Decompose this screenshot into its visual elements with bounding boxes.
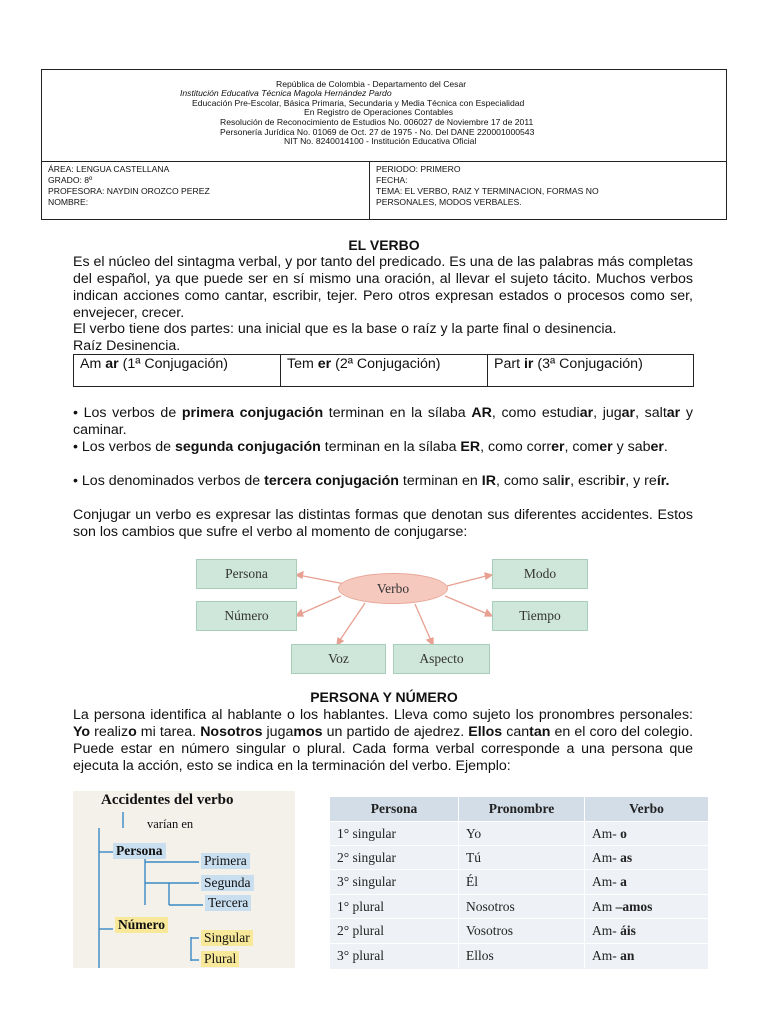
- tema-label-cont: PERSONALES, MODOS VERBALES.: [376, 197, 522, 207]
- conjugation-cell: Part ir (3ª Conjugación): [494, 356, 643, 372]
- raiz-desinencia: Raíz Desinencia.: [73, 338, 181, 354]
- tree-persona: Persona: [113, 843, 166, 859]
- periodo-label: PERIODO: PRIMERO: [376, 164, 461, 174]
- verbo-node: Verbo: [338, 573, 448, 604]
- persona-cell: 2° singular: [337, 850, 397, 865]
- tiempo-node: Tiempo: [492, 601, 588, 631]
- grado-label: GRADO: 8º: [48, 175, 93, 185]
- bullet-primera: • Los verbos de primera conjugación terminan en la sílaba AR, como estudiar, jugar, saltar y caminar.: [73, 405, 693, 438]
- tree-numero: Número: [115, 917, 168, 933]
- persona-cell: 1° plural: [337, 899, 385, 914]
- conjugation-cell: Tem er (2ª Conjugación): [281, 355, 488, 386]
- bullet-tercera: • Los denominados verbos de tercera conjugación terminan en IR, como salir, escribir, y reír.: [73, 473, 670, 489]
- header-line: Resolución de Reconocimiento de Estudios No. 006027 de Noviembre 17 de 2011: [220, 117, 534, 127]
- conjugation-table: [73, 354, 694, 387]
- institution-info: [42, 70, 726, 162]
- header-pronombre: Pronombre: [458, 797, 584, 821]
- persona-paragraph: La persona identifica al hablante o los hablantes. Lleva como sujeto los pronombres personales: Yo realizo mi tarea. Nosotros jugamos un partido de ajedrez. Ellos cantan en el coro del colegio. Puede estar en número singular o plural. Cada forma verbal corresponde a una persona que ejecuta la acción, esto se indica en la terminación del verbo. Ejemplo:: [73, 707, 694, 774]
- pronombre-cell: Vosotros: [458, 919, 584, 943]
- nombre-label: NOMBRE:: [48, 197, 89, 207]
- header-line: NIT No. 8240014100 - Institución Educativa Oficial: [284, 136, 477, 146]
- tree-segunda: Segunda: [201, 875, 254, 891]
- header-line: República de Colombia - Departamento del Cesar: [276, 79, 467, 89]
- area-label: ÁREA: LENGUA CASTELLANA: [48, 164, 170, 174]
- verbo-intro: Es el núcleo del sintagma verbal, y por tanto del predicado. Es una de las palabras más completas del español, ya que puede ser en sí mismo una oración, al llevar el sujeto tácito. Muchos verbos indican acciones como cantar, escribir, tejer. Pero otros expresan estados o procesos como ser, envejecer, crecer.: [73, 254, 693, 321]
- pronombre-cell: Él: [458, 870, 584, 894]
- verbo-cell: Am- as: [584, 846, 708, 870]
- bullet-segunda: • Los verbos de segunda conjugación terminan en la sílaba ER, como correr, comer y saber.: [73, 439, 668, 455]
- verbo-cell: Am- an: [584, 944, 708, 968]
- tree-varian: varían en: [147, 817, 194, 831]
- section-title-verbo: EL VERBO: [348, 237, 420, 253]
- header-persona: Persona: [370, 801, 418, 816]
- table-row: [330, 894, 708, 919]
- fecha-label: FECHA:: [376, 175, 408, 185]
- verbo-cell: Am –amos: [584, 895, 708, 919]
- tema-label: TEMA: EL VERBO, RAIZ Y TERMINACION, FORMAS NO: [376, 186, 599, 196]
- verbo-partes: El verbo tiene dos partes: una inicial que es la base o raíz y la parte final o desinencia.: [73, 321, 617, 337]
- table-row: [330, 845, 708, 870]
- table-header-row: [330, 796, 708, 821]
- header-line: En Registro de Operaciones Contables: [304, 107, 454, 117]
- header-line: Institución Educativa Técnica Magola Hernández Pardo: [180, 88, 392, 98]
- numero-node: Número: [196, 601, 297, 631]
- persona-cell: 2° plural: [337, 923, 385, 938]
- tree-primera: Primera: [201, 853, 250, 869]
- tree-plural: Plural: [201, 951, 239, 967]
- profesora-label: PROFESORA: NAYDIN OROZCO PEREZ: [48, 186, 210, 196]
- pronombre-cell: Tú: [458, 846, 584, 870]
- pronoun-table: [330, 796, 708, 969]
- header-line: Educación Pre-Escolar, Básica Primaria, Secundaria y Media Técnica con Especialidad: [192, 98, 525, 108]
- modo-node: Modo: [492, 559, 588, 589]
- accidentes-diagram: [195, 556, 590, 676]
- header-verbo: Verbo: [584, 797, 708, 821]
- table-row: [330, 821, 708, 846]
- verbo-cell: Am- o: [584, 822, 708, 846]
- header-info-grid: [42, 161, 726, 220]
- persona-cell: 3° singular: [337, 874, 397, 889]
- persona-node: Persona: [196, 559, 297, 589]
- tree-tercera: Tercera: [205, 895, 251, 911]
- header-line: Personería Jurídica No. 01069 de Oct. 27 de 1975 - No. Del DANE 220001000543: [220, 127, 535, 137]
- tree-singular: Singular: [201, 930, 253, 946]
- header-right-col: [370, 161, 727, 220]
- voz-node: Voz: [291, 644, 386, 674]
- conjugar-paragraph: Conjugar un verbo es expresar las distintas formas que denotan sus diferentes accidentes. Estos son los cambios que sufre el verbo al momento de conjugarse:: [73, 507, 693, 540]
- aspecto-node: Aspecto: [393, 644, 490, 674]
- header-left-col: [42, 161, 370, 220]
- table-row: [330, 943, 708, 968]
- pronombre-cell: Nosotros: [458, 895, 584, 919]
- persona-cell: 3° plural: [337, 948, 385, 963]
- pronombre-cell: Yo: [458, 822, 584, 846]
- verbo-cell: Am- a: [584, 870, 708, 894]
- verbo-cell: Am- áis: [584, 919, 708, 943]
- pronombre-cell: Ellos: [458, 944, 584, 968]
- table-row: [330, 918, 708, 943]
- persona-cell: 1° singular: [337, 826, 397, 841]
- table-row: [330, 869, 708, 894]
- tree-title: Accidentes del verbo: [101, 792, 234, 808]
- conjugation-cell: Am ar (1ª Conjugación): [74, 355, 281, 386]
- document-header: [41, 69, 727, 220]
- accidentes-tree: [73, 791, 295, 968]
- section-title-persona: PERSONA Y NÚMERO: [310, 689, 458, 705]
